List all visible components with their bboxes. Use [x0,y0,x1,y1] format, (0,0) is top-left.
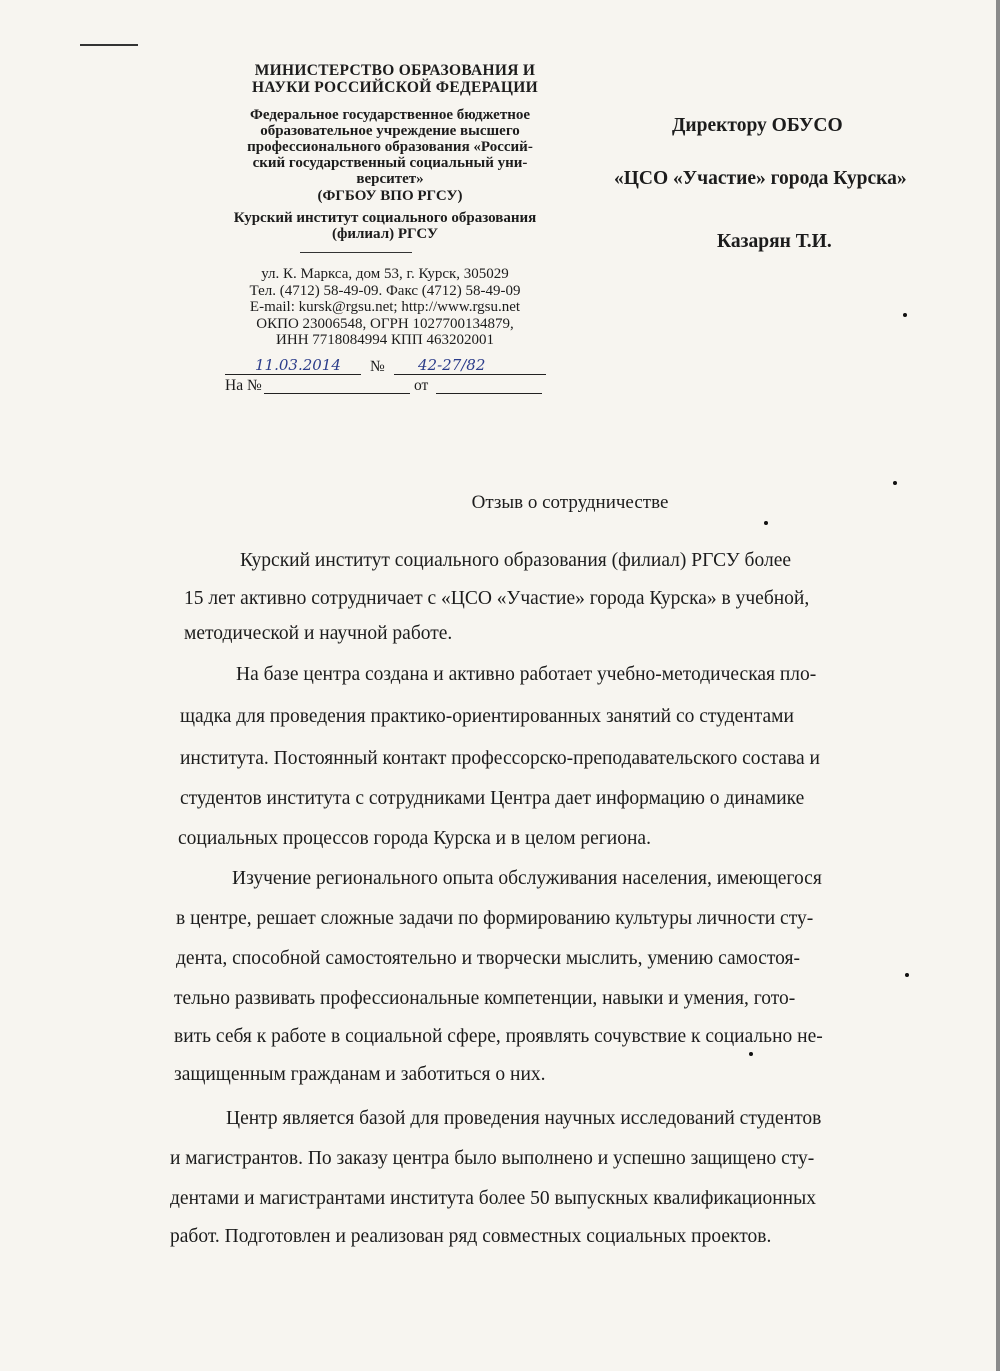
reply-from-label: от [414,377,429,394]
body-line: и магистрантов. По заказу центра было выполнено и успешно защищено сту- [170,1148,815,1169]
addressee-position: Директору ОБУСО [672,115,843,136]
reply-from-line [436,393,542,394]
scan-speck [905,973,909,977]
body-line: студентов института с сотрудниками Центра дает информацию о динамике [180,788,805,809]
university-line: верситет» [356,171,424,187]
body-line: социальных процессов города Курска и в целом региона. [178,828,651,849]
body-line: Центр является базой для проведения научных исследований студентов [226,1108,822,1129]
outgoing-number-label: № [370,358,385,375]
ministry-line: МИНИСТЕРСТВО ОБРАЗОВАНИЯ И [254,62,536,79]
contact-line: E-mail: kursk@rgsu.net; http://www.rgsu.net [249,299,521,315]
university-line: профессионального образования «Россий- [247,139,533,155]
ministry-line: НАУКИ РОССИЙСКОЙ ФЕДЕРАЦИИ [252,79,538,96]
scan-speck [903,313,907,317]
university-line: образовательное учреждение высшего [260,123,520,139]
reply-to-label: На № [225,377,262,394]
corner-mark [80,44,138,46]
outgoing-date-line [225,374,361,375]
scan-speck [893,481,897,485]
document-title: Отзыв о сотрудничестве [471,492,669,513]
university-name [195,107,585,187]
body-line: На базе центра создана и активно работает учебно-методическая пло- [236,664,817,685]
reply-to-line [264,393,410,394]
contact-line: ИНН 7718084994 КПП 463202001 [276,332,494,348]
body-line: щадка для проведения практико-ориентированных занятий со студентами [180,706,794,727]
body-line: вить себя к работе в социальной сфере, проявлять сочувствие к социально не- [174,1026,823,1047]
university-abbreviation: (ФГБОУ ВПО РГСУ) [317,188,463,204]
body-line: тельно развивать профессиональные компетенции, навыки и умения, гото- [174,988,796,1009]
body-line: Курский институт социального образования (филиал) РГСУ более [240,550,791,571]
body-line: дентами и магистрантами института более 50 выпускных квалификационных [170,1188,816,1209]
university-line: Федеральное государственное бюджетное [249,107,531,123]
branch-line: Курский институт социального образования [233,210,537,226]
body-line: института. Постоянный контакт профессорско-преподавательского состава и [180,748,820,769]
addressee-name: Казарян Т.И. [717,231,832,252]
university-line: ский государственный социальный уни- [252,155,528,171]
outgoing-number-line [394,374,546,375]
body-line: дента, способной самостоятельно и творчески мыслить, умению самостоя- [176,948,800,969]
contact-line: Тел. (4712) 58-49-09. Факс (4712) 58-49-09 [249,282,521,299]
scan-speck [749,1052,753,1056]
branch-name [195,210,575,242]
body-line: методической и научной работе. [184,623,453,644]
body-line: Изучение регионального опыта обслуживания населения, имеющегося [232,868,822,889]
outgoing-number: 42-27/82 [418,356,486,374]
scan-speck [764,521,768,525]
scan-edge [996,0,1000,1371]
contact-line: ОКПО 23006548, ОГРН 1027700134879, [256,315,514,332]
outgoing-date: 11.03.2014 [255,356,341,374]
contact-line: ул. К. Маркса, дом 53, г. Курск, 305029 [261,266,509,282]
addressee-organization: «ЦСО «Участие» города Курска» [614,168,907,189]
ministry-name [210,62,580,96]
body-line: работ. Подготовлен и реализован ряд совместных социальных проектов. [170,1226,772,1247]
body-line: в центре, решает сложные задачи по формированию культуры личности сту- [176,908,814,929]
body-line: 15 лет активно сотрудничает с «ЦСО «Участие» города Курска» в учебной, [184,588,810,609]
branch-line: (филиал) РГСУ [331,226,439,242]
body-line: защищенным гражданам и заботиться о них. [174,1064,546,1085]
letterhead-divider [300,252,412,253]
contact-block [205,266,565,349]
